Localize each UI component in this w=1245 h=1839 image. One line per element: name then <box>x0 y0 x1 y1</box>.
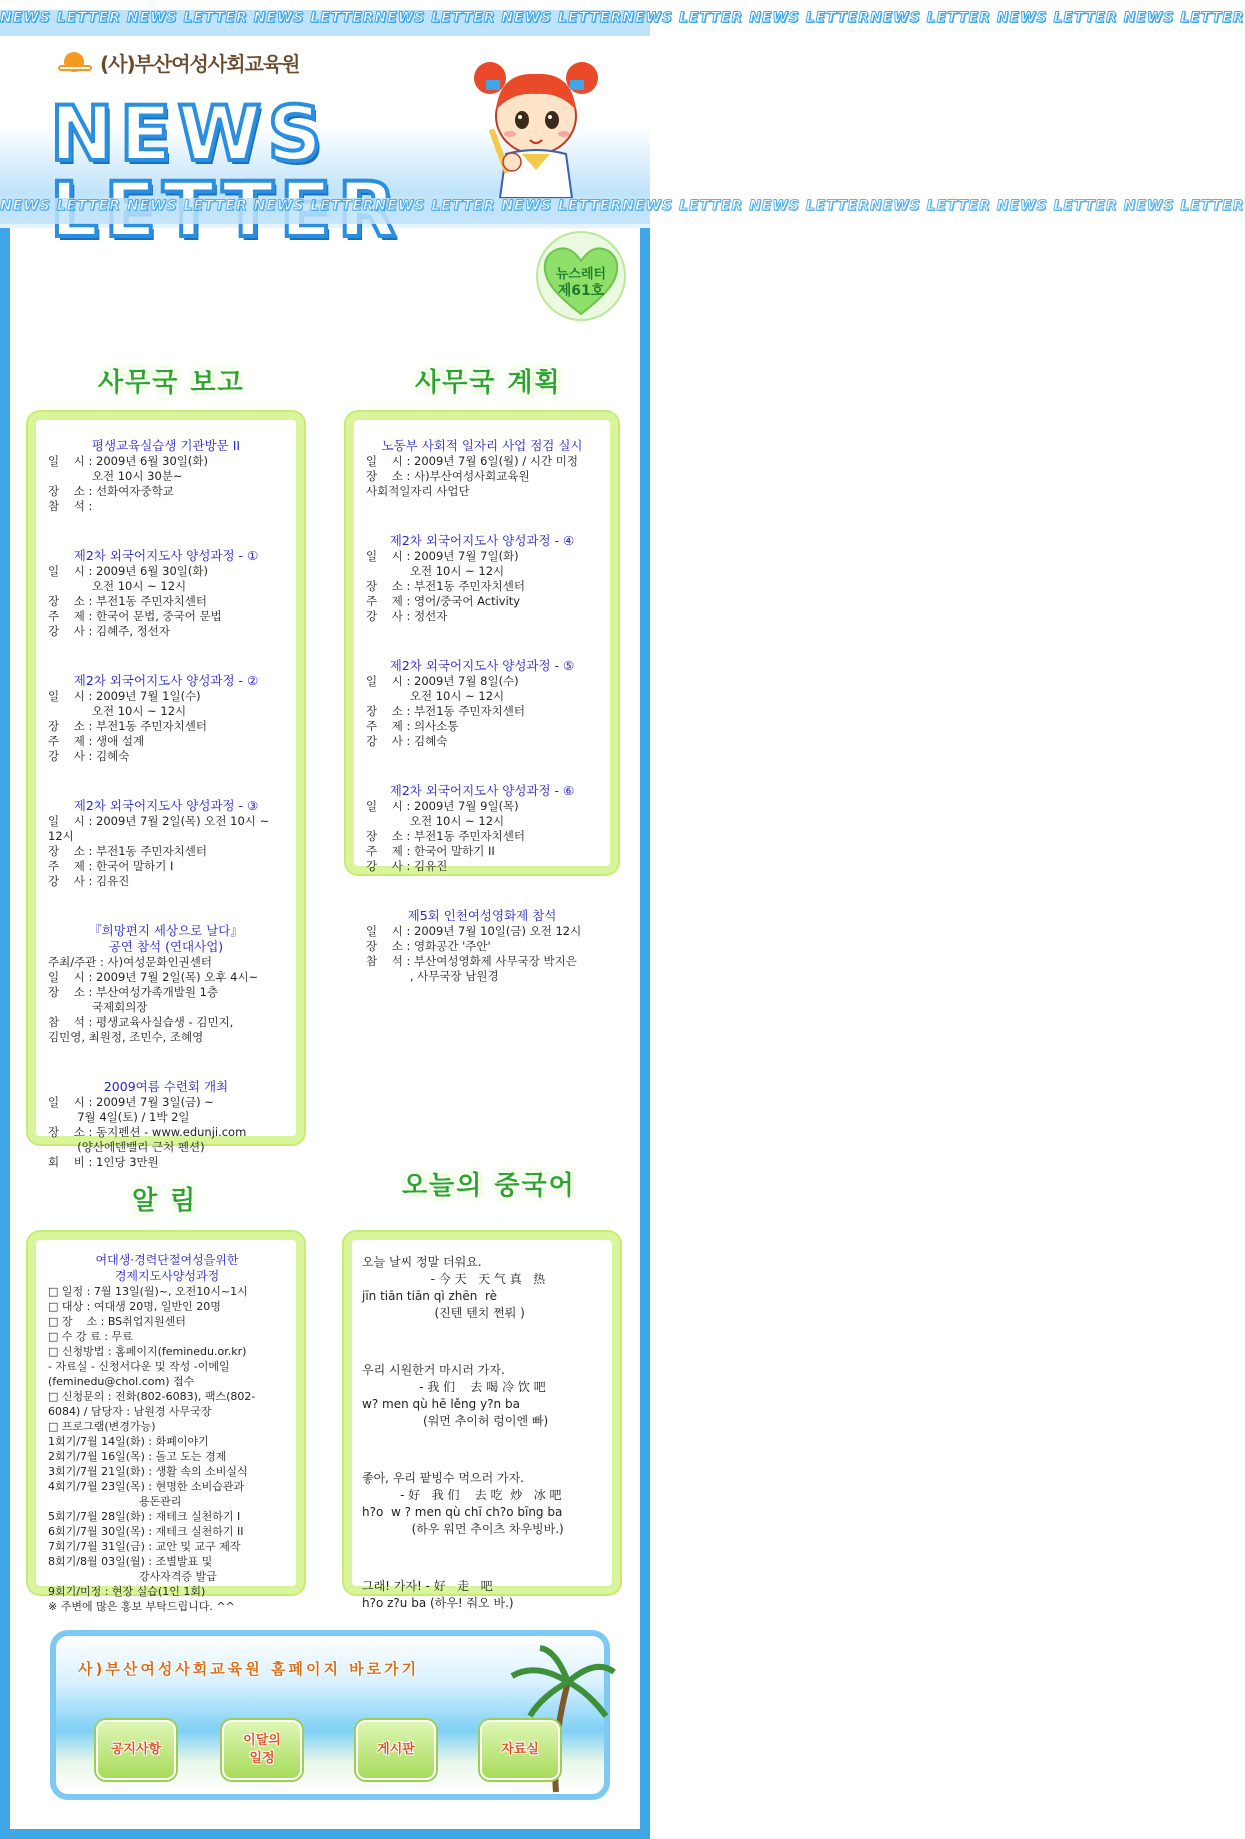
chinese-phrase-block <box>362 1470 602 1538</box>
report-item-line: 김민영, 최원정, 조민수, 조혜영 <box>48 1030 204 1044</box>
report-item-line: 회 비 : 1인당 3만원 <box>48 1155 159 1169</box>
notice-line: (feminedu@chol.com) 접수 <box>48 1375 195 1388</box>
notice-title: 여대생·경력단절여성을위한 경제지도사양성과정 <box>95 1253 239 1283</box>
notice-box <box>28 1232 304 1613</box>
badge-label: 뉴스레터 <box>555 267 607 282</box>
link-button-schedule[interactable]: 이달의 일정 <box>222 1720 302 1780</box>
plan-item-line: 오전 10시 ~ 12시 <box>366 564 505 578</box>
notice-line: 용돈관리 <box>48 1495 182 1508</box>
report-item-line: 주최/주관 : 사)여성문화인권센터 <box>48 955 212 969</box>
notice-line: ※ 주변에 많은 홍보 부탁드립니다. ^^ <box>48 1600 235 1613</box>
notice-line: - 자료실 - 신청서다운 및 작성 -이메일 <box>48 1360 230 1373</box>
plan-item <box>366 908 598 984</box>
report-item <box>48 1079 284 1170</box>
plan-item-line: 일 시 : 2009년 7월 10일(금) 오전 12시 <box>366 924 582 938</box>
report-item-line: 오전 10시 30분~ <box>48 469 183 483</box>
plan-item-line: 강 사 : 정선자 <box>366 609 448 623</box>
newsletter-title: NEWS <box>50 89 329 178</box>
notice-line: 1회기/7월 14일(화) : 화폐이야기 <box>48 1435 209 1448</box>
link-button-notice[interactable]: 공지사항 <box>96 1720 176 1780</box>
plan-item-line: 장 소 : 영화공간 '주안' <box>366 939 491 953</box>
report-item-line: 참 석 : 평생교육사실습생 - 김민지, <box>48 1015 234 1029</box>
notice-line: □ 신청문의 : 전화(802-6083), 팩스(802- <box>48 1390 256 1403</box>
plan-item-title: 제2차 외국어지도사 양성과정 - ⑥ <box>389 783 575 798</box>
report-item-title: 제2차 외국어지도사 양성과정 - ① <box>73 548 259 563</box>
plan-item-line: 오전 10시 ~ 12시 <box>366 814 505 828</box>
report-item-line: 장 소 : 동지펜션 - www.edunji.com <box>48 1125 247 1139</box>
report-item-line: 주 제 : 한국어 말하기 I <box>48 859 174 873</box>
report-item-line: 7월 4일(토) / 1박 2일 <box>48 1110 190 1124</box>
report-item-line: 강 사 : 김유진 <box>48 874 130 888</box>
chinese-phrase-line: (워먼 추이허 렁이엔 빠) <box>362 1414 549 1428</box>
plan-item-title: 노동부 사회적 일자리 사업 점검 실시 <box>381 438 583 453</box>
notice-line: 7회기/7월 31일(금) : 교안 및 교구 제작 <box>48 1540 241 1553</box>
report-item-line: 장 소 : 선화여자중학교 <box>48 484 174 498</box>
plan-item-line: 주 제 : 한국어 말하기 II <box>366 844 495 858</box>
newsletter-header <box>0 0 1245 228</box>
plan-item <box>366 658 598 749</box>
notice-line: 강사자격증 발급 <box>48 1570 217 1583</box>
office-plan-heading: 사무국 계획 <box>415 368 562 398</box>
notice-lines <box>48 1284 286 1614</box>
chinese-phrase-line: 좋아, 우리 팥빙수 먹으러 가자. <box>362 1471 524 1485</box>
report-item-line: 일 시 : 2009년 7월 1일(수) <box>48 689 201 703</box>
homepage-link-bar <box>50 1630 610 1800</box>
link-button-board[interactable]: 게시판 <box>356 1720 436 1780</box>
plan-item-line: 오전 10시 ~ 12시 <box>366 689 505 703</box>
plan-item-title: 제2차 외국어지도사 양성과정 - ⑤ <box>389 658 575 673</box>
chinese-phrase-block <box>362 1254 602 1322</box>
notice-line: 3회기/7월 21일(화) : 생활 속의 소비실식 <box>48 1465 248 1478</box>
notice-heading: 알 림 <box>132 1186 198 1216</box>
plan-item-title: 제5회 인천여성영화제 참석 <box>407 908 557 923</box>
plan-item-line: 강 사 : 김유진 <box>366 859 448 873</box>
chinese-phrase-line: jīn tiān tiān qì zhēn rè <box>362 1289 498 1303</box>
chinese-phrase-line: h?o w ? men qù chī ch?o bīng ba <box>362 1505 563 1519</box>
homepage-link-title[interactable]: 사)부산여성사회교육원 홈페이지 바로가기 <box>78 1660 420 1678</box>
chinese-phrase-block <box>362 1362 602 1430</box>
header-ticker-bottom: NEWS LETTER NEWS LETTER NEWS LETTERNEWS LETTER NEWS LETTERNEWS LETTER NEWS LETTERNEWS LETTER NEWS LETTER NEWS LETTER <box>0 198 650 224</box>
notice-line: 5회기/7월 28일(화) : 재테크 실천하기 I <box>48 1510 241 1523</box>
report-item-line: 장 소 : 부전1동 주민자치센터 <box>48 594 207 608</box>
plan-item-line: 주 제 : 영어/중국어 Activity <box>366 594 521 608</box>
plan-item-line: 강 사 : 김혜숙 <box>366 734 448 748</box>
org-name: (사)부산여성사회교육원 <box>100 52 300 76</box>
plan-item <box>366 438 598 499</box>
office-report-heading: 사무국 보고 <box>98 368 245 398</box>
notice-line: 6회기/7월 30일(목) : 재테크 실천하기 II <box>48 1525 244 1538</box>
report-item-title: 『희망편지 세상으로 날다』 공연 참석 (연대사업) <box>89 923 243 954</box>
report-item-title: 제2차 외국어지도사 양성과정 - ② <box>73 673 259 688</box>
report-item-line: 장 소 : 부산여성가족개발원 1층 <box>48 985 219 999</box>
report-item-title: 평생교육실습생 기관방문 II <box>91 438 241 453</box>
report-item-line: 참 석 : <box>48 499 93 513</box>
notice-line: □ 프로그램(변경가능) <box>48 1420 156 1433</box>
chinese-phrase-line: w? men qù hē lěng y?n ba <box>362 1397 520 1411</box>
plan-item-line: 장 소 : 부전1동 주민자치센터 <box>366 704 525 718</box>
issue-badge <box>535 228 627 328</box>
plan-item-line: 사회적일자리 사업단 <box>366 484 470 498</box>
notice-line: □ 일정 : 7월 13일(월)~, 오전10시~1시 <box>48 1285 248 1298</box>
chinese-phrase-line: - 今 天 天 气 真 热 <box>362 1272 546 1286</box>
plan-item-line: 참 석 : 부산여성영화제 사무국장 박지은 <box>366 954 577 968</box>
report-item <box>48 673 284 764</box>
header-ticker-top: NEWS LETTER NEWS LETTER NEWS LETTERNEWS LETTER NEWS LETTERNEWS LETTER NEWS LETTERNEWS LETTER NEWS LETTER NEWS LETTER <box>0 10 650 36</box>
report-item-line: 일 시 : 2009년 6월 30일(화) <box>48 454 208 468</box>
chinese-phrase-line: h?o z?u ba (하우! 줘오 바.) <box>362 1596 514 1610</box>
plan-item-line: 장 소 : 부전1동 주민자치센터 <box>366 579 525 593</box>
office-plan-box <box>346 412 618 983</box>
plan-item-line: 일 시 : 2009년 7월 6일(월) / 시간 미정 <box>366 454 578 468</box>
notice-line: 8회기/8월 03일(월) : 조별발표 및 <box>48 1555 213 1568</box>
notice-line: □ 신청방법 : 홈페이지(feminedu.or.kr) <box>48 1345 247 1358</box>
notice-line: □ 수 강 료 : 무료 <box>48 1330 133 1343</box>
chinese-phrase-block <box>362 1578 602 1612</box>
report-item-line: 장 소 : 부전1동 주민자치센터 <box>48 719 207 733</box>
plan-item-line: , 사무국장 남원경 <box>366 969 499 983</box>
report-item-line: 일 시 : 2009년 7월 2일(목) 오후 4시~ <box>48 970 259 984</box>
org-logo-icon <box>58 50 92 76</box>
plan-item-line: 장 소 : 사)부산여성사회교육원 <box>366 469 530 483</box>
chinese-phrase-line: - 我 们 去 喝 冷 饮 吧 <box>362 1380 546 1394</box>
report-item-title: 제2차 외국어지도사 양성과정 - ③ <box>73 798 259 813</box>
report-item <box>48 548 284 639</box>
notice-line: 9회기/미정 : 현장 실습(1인 1회) <box>48 1585 206 1598</box>
plan-item-line: 일 시 : 2009년 7월 9일(목) <box>366 799 519 813</box>
link-button-archive[interactable]: 자료실 <box>480 1720 560 1780</box>
report-item-line: 오전 10시 ~ 12시 <box>48 579 187 593</box>
plan-item-line: 장 소 : 부전1동 주민자치센터 <box>366 829 525 843</box>
chinese-phrase-line: 그래! 가자! - 好 走 吧 <box>362 1579 493 1593</box>
report-item-line: 12시 <box>48 829 74 843</box>
chinese-phrase-line: (진텐 텐치 쩐뤄 ) <box>362 1306 525 1320</box>
report-item-line: 장 소 : 부전1동 주민자치센터 <box>48 844 207 858</box>
plan-item <box>366 783 598 874</box>
notice-line: □ 대상 : 여대생 20명, 일반인 20명 <box>48 1300 221 1313</box>
report-item <box>48 438 284 514</box>
report-item-line: 오전 10시 ~ 12시 <box>48 704 187 718</box>
chinese-phrase-line: - 好 我 们 去 吃 炒 冰 吧 <box>362 1488 562 1502</box>
report-item-line: 국제회의장 <box>48 1000 148 1014</box>
notice-line: 4회기/7월 23일(목) : 현명한 소비습관과 <box>48 1480 245 1493</box>
chinese-box <box>344 1232 620 1610</box>
plan-item-line: 주 제 : 의사소통 <box>366 719 459 733</box>
badge-issue-number: 제61호 <box>557 283 605 299</box>
report-item <box>48 923 284 1045</box>
report-item-line: 일 시 : 2009년 7월 3일(금) ~ <box>48 1095 214 1109</box>
mascot-illustration <box>460 50 610 200</box>
report-item-line: 강 사 : 김혜주, 정선자 <box>48 624 170 638</box>
office-report-box <box>28 412 304 1169</box>
notice-line: □ 장 소 : BS취업지원센터 <box>48 1315 186 1328</box>
report-item-line: (양산에덴밸리 근처 펜션) <box>48 1140 205 1154</box>
organization[interactable] <box>58 48 299 77</box>
chinese-phrase-line: 오늘 날씨 정말 더워요. <box>362 1255 482 1269</box>
chinese-heading: 오늘의 중국어 <box>402 1171 576 1201</box>
plan-item-line: 일 시 : 2009년 7월 8일(수) <box>366 674 519 688</box>
report-item <box>48 798 284 889</box>
plan-item-title: 제2차 외국어지도사 양성과정 - ④ <box>389 533 575 548</box>
report-item-title: 2009여름 수련회 개최 <box>103 1079 229 1094</box>
report-item-line: 일 시 : 2009년 6월 30일(화) <box>48 564 208 578</box>
report-item-line: 주 제 : 한국어 문법, 중국어 문법 <box>48 609 222 623</box>
notice-line: 6084) / 담당자 : 남원경 사무국장 <box>48 1405 212 1418</box>
report-item-line: 주 제 : 생애 설계 <box>48 734 145 748</box>
report-item-line: 강 사 : 김혜숙 <box>48 749 130 763</box>
report-item-line: 일 시 : 2009년 7월 2일(목) 오전 10시 ~ <box>48 814 270 828</box>
chinese-phrase-line: 우리 시원한거 마시러 가자. <box>362 1363 505 1377</box>
notice-line: 2회기/7월 16일(목) : 돌고 도는 경제 <box>48 1450 227 1463</box>
plan-item-line: 일 시 : 2009년 7월 7일(화) <box>366 549 519 563</box>
chinese-phrase-line: (하우 워먼 추이츠 차우빙바.) <box>362 1522 564 1536</box>
plan-item <box>366 533 598 624</box>
